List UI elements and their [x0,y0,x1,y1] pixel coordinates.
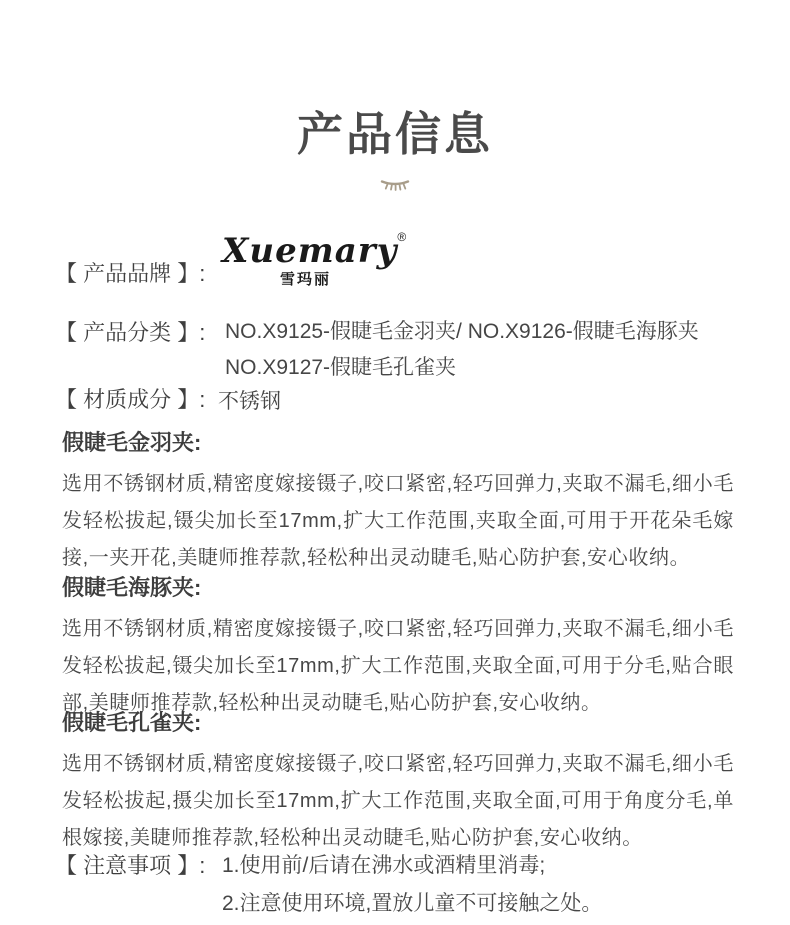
category-line-1: NO.X9125-假睫毛金羽夹/ NO.X9126-假睫毛海豚夹 [225,320,699,343]
brand-logo-text: Xuemary [222,231,398,271]
category-label: 【 产品分类 】: [55,320,206,345]
section-body: 选用不锈钢材质,精密度嫁接镊子,咬口紧密,轻巧回弹力,夹取不漏毛,细小毛发轻松拔起,镊尖加长至17mm,扩大工作范围,夹取全面,可用于开花朵毛嫁接,一夹开花,美睫师推荐款,轻松种出灵动睫毛,贴心防护套,安心收纳。 [62,473,734,569]
section-heading: 假睫毛金羽夹: [62,430,202,455]
section-body: 选用不锈钢材质,精密度嫁接镊子,咬口紧密,轻巧回弹力,夹取不漏毛,细小毛发轻松拔起,镊尖加长至17mm,扩大工作范围,夹取全面,可用于分毛,贴合眼部,美睫师推荐款,轻松种出灵动睫毛,贴心防护套,安心收纳。 [62,618,734,714]
section-body: 选用不锈钢材质,精密度嫁接镊子,咬口紧密,轻巧回弹力,夹取不漏毛,细小毛发轻松拔起,摄尖加长至17mm,扩大工作范围,夹取全面,可用于角度分毛,单根嫁接,美睫师推荐款,轻松种出灵动睫毛,贴心防护套,安心收纳。 [62,753,734,849]
material-label: 【 材质成分 】: [55,387,206,412]
category-values [225,314,699,386]
note-item-2: 2.注意使用环境,置放儿童不可接触之处。 [222,891,603,915]
note-item-1: 1.使用前/后请在沸水或酒精里消毒; [222,854,546,877]
section-peacock-tweezer [62,706,734,857]
section-heading: 假睫毛孔雀夹: [62,710,202,735]
section-golden-feather-tweezer [62,426,734,577]
notes-list [222,847,602,922]
brand-logo-chinese: 雪玛丽 [280,271,332,288]
closed-eye-eyelash-icon [379,176,411,194]
brand-label: 【 产品品牌 】: [55,261,206,286]
eyelash-divider [0,176,790,199]
section-heading: 假睫毛海豚夹: [62,575,202,600]
notes-label: 【 注意事项 】: [55,853,206,878]
section-dolphin-tweezer [62,571,734,722]
category-line-2: NO.X9127-假睫毛孔雀夹 [225,356,457,379]
brand-logo [222,230,407,289]
page-title: 产品信息 [297,108,493,160]
registered-trademark-icon: ® [397,230,407,244]
material-value: 不锈钢 [218,390,281,413]
